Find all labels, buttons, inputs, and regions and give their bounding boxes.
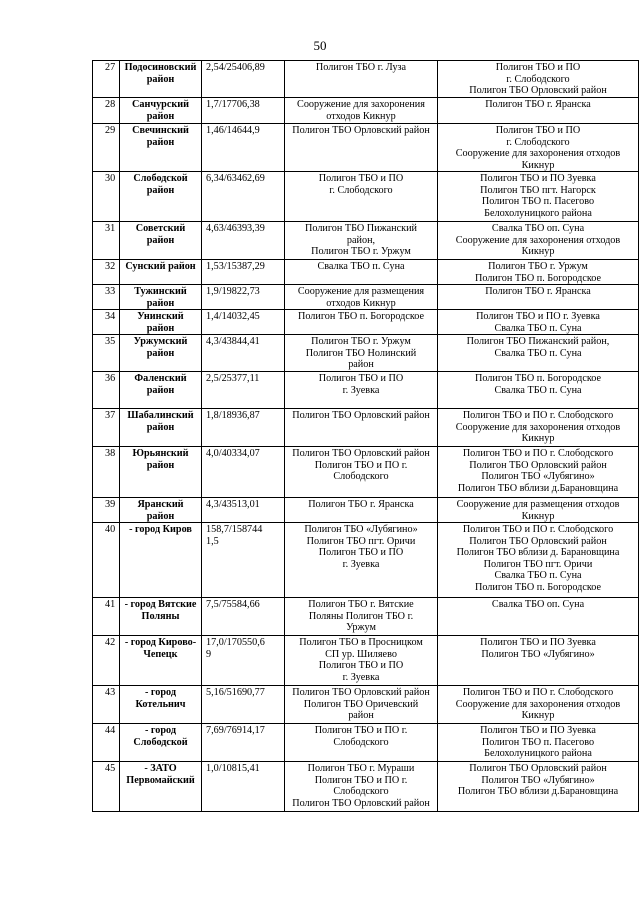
alternative-landfill-cell: Полигон ТБО и ПО г. Слободского Сооружение для захоронения отходов Кикнур [438, 686, 639, 724]
alternative-landfill-cell: Полигон ТБО и ПО г. Слободского Полигон ТБО Орловский район [438, 61, 639, 98]
district-cell: Тужинский район [120, 285, 202, 310]
district-cell: Уржумский район [120, 335, 202, 372]
district-cell: Подосиновский район [120, 61, 202, 98]
row-number-cell: 32 [93, 260, 120, 285]
district-cell: - город Киров [120, 523, 202, 598]
current-landfill-cell: Сооружение для захоронения отходов Кикнур [285, 98, 438, 124]
alternative-landfill-cell: Полигон ТБО и ПО г. Слободского Сооружение для захоронения отходов Кикнур [438, 409, 639, 447]
row-number-cell: 28 [93, 98, 120, 124]
waste-volume-cell: 158,7/158744 1,5 [202, 523, 285, 598]
district-cell: - город Котельнич [120, 686, 202, 724]
current-landfill-cell: Свалка ТБО п. Суна [285, 260, 438, 285]
waste-volume-cell: 1,8/18936,87 [202, 409, 285, 447]
waste-volume-cell: 1,4/14032,45 [202, 310, 285, 335]
waste-volume-cell: 4,63/46393,39 [202, 222, 285, 260]
district-cell: Советский район [120, 222, 202, 260]
waste-volume-cell: 6,34/63462,69 [202, 172, 285, 222]
district-cell: Яранский район [120, 498, 202, 523]
current-landfill-cell: Полигон ТБО Орловский район [285, 124, 438, 172]
alternative-landfill-cell: Полигон ТБО г. Яранска [438, 98, 639, 124]
waste-volume-cell: 1,46/14644,9 [202, 124, 285, 172]
alternative-landfill-cell: Полигон ТБО Орловский район Полигон ТБО «Лубягино» Полигон ТБО вблизи д.Барановщина [438, 762, 639, 812]
row-number-cell: 44 [93, 724, 120, 762]
district-cell: Юрьянский район [120, 447, 202, 498]
table-row [93, 172, 639, 222]
table-row [93, 285, 639, 310]
district-cell: Слободской район [120, 172, 202, 222]
table-row [93, 636, 639, 686]
current-landfill-cell: Полигон ТБО в Просницком СП ур. Шиляево Полигон ТБО и ПО г. Зуевка [285, 636, 438, 686]
district-cell: Унинский район [120, 310, 202, 335]
current-landfill-cell: Полигон ТБО г. Луза [285, 61, 438, 98]
table-row [93, 598, 639, 636]
district-cell: Санчурский район [120, 98, 202, 124]
row-number-cell: 36 [93, 372, 120, 409]
row-number-cell: 40 [93, 523, 120, 598]
district-cell: - ЗАТО Первомайский [120, 762, 202, 812]
table-row [93, 523, 639, 598]
row-number-cell: 41 [93, 598, 120, 636]
district-cell: Свечинский район [120, 124, 202, 172]
alternative-landfill-cell: Полигон ТБО и ПО г. Слободского Полигон ТБО Орловский район Полигон ТБО вблизи д. Барановщина Полигон ТБО пгт. Оричи Свалка ТБО п. Суна Полигон ТБО п. Богородское [438, 523, 639, 598]
current-landfill-cell: Полигон ТБО и ПО г. Слободского [285, 172, 438, 222]
waste-volume-cell: 5,16/51690,77 [202, 686, 285, 724]
row-number-cell: 35 [93, 335, 120, 372]
table-row [93, 409, 639, 447]
waste-volume-cell: 7,5/75584,66 [202, 598, 285, 636]
current-landfill-cell: Полигон ТБО г. Яранска [285, 498, 438, 523]
district-cell: - город Кирово- Чепецк [120, 636, 202, 686]
alternative-landfill-cell: Свалка ТБО оп. Суна [438, 598, 639, 636]
row-number-cell: 27 [93, 61, 120, 98]
alternative-landfill-cell: Полигон ТБО г. Яранска [438, 285, 639, 310]
waste-volume-cell: 1,9/19822,73 [202, 285, 285, 310]
table-row [93, 124, 639, 172]
table-row [93, 762, 639, 812]
current-landfill-cell: Полигон ТБО г. Уржум Полигон ТБО Нолинский район [285, 335, 438, 372]
page-number: 50 [313, 38, 327, 53]
district-cell: Фаленский район [120, 372, 202, 409]
current-landfill-cell: Полигон ТБО Орловский район Полигон ТБО и ПО г. Слободского [285, 447, 438, 498]
alternative-landfill-cell: Полигон ТБО и ПО г. Слободского Сооружение для захоронения отходов Кикнур [438, 124, 639, 172]
current-landfill-cell: Полигон ТБО «Лубягино» Полигон ТБО пгт. Оричи Полигон ТБО и ПО г. Зуевка [285, 523, 438, 598]
district-cell: Сунский район [120, 260, 202, 285]
waste-volume-cell: 1,0/10815,41 [202, 762, 285, 812]
waste-volume-cell: 2,5/25377,11 [202, 372, 285, 409]
table-row [93, 310, 639, 335]
row-number-cell: 33 [93, 285, 120, 310]
current-landfill-cell: Полигон ТБО Орловский район Полигон ТБО Оричевский район [285, 686, 438, 724]
current-landfill-cell: Сооружение для размещения отходов Кикнур [285, 285, 438, 310]
landfill-table [92, 60, 639, 812]
district-cell: - город Слободской [120, 724, 202, 762]
current-landfill-cell: Полигон ТБО п. Богородское [285, 310, 438, 335]
waste-volume-cell: 7,69/76914,17 [202, 724, 285, 762]
row-number-cell: 39 [93, 498, 120, 523]
table-row [93, 724, 639, 762]
waste-volume-cell: 17,0/170550,6 9 [202, 636, 285, 686]
current-landfill-cell: Полигон ТБО и ПО г. Слободского [285, 724, 438, 762]
current-landfill-cell: Полигон ТБО г. Вятские Поляны Полигон ТБО г. Уржум [285, 598, 438, 636]
row-number-cell: 45 [93, 762, 120, 812]
waste-volume-cell: 4,0/40334,07 [202, 447, 285, 498]
row-number-cell: 38 [93, 447, 120, 498]
waste-volume-cell: 4,3/43844,41 [202, 335, 285, 372]
table-row [93, 98, 639, 124]
table-row [93, 498, 639, 523]
row-number-cell: 43 [93, 686, 120, 724]
alternative-landfill-cell: Полигон ТБО и ПО г. Зуевка Свалка ТБО п. Суна [438, 310, 639, 335]
alternative-landfill-cell: Полигон ТБО г. Уржум Полигон ТБО п. Богородское [438, 260, 639, 285]
current-landfill-cell: Полигон ТБО г. Мураши Полигон ТБО и ПО г. Слободского Полигон ТБО Орловский район [285, 762, 438, 812]
alternative-landfill-cell: Полигон ТБО и ПО Зуевка Полигон ТБО «Лубягино» [438, 636, 639, 686]
table-row [93, 372, 639, 409]
alternative-landfill-cell: Полигон ТБО и ПО Зуевка Полигон ТБО п. Пасегово Белохолуницкого района [438, 724, 639, 762]
current-landfill-cell: Полигон ТБО и ПО г. Зуевка [285, 372, 438, 409]
waste-volume-cell: 1,53/15387,29 [202, 260, 285, 285]
row-number-cell: 31 [93, 222, 120, 260]
table-row [93, 260, 639, 285]
row-number-cell: 29 [93, 124, 120, 172]
row-number-cell: 37 [93, 409, 120, 447]
waste-volume-cell: 1,7/17706,38 [202, 98, 285, 124]
current-landfill-cell: Полигон ТБО Орловский район [285, 409, 438, 447]
row-number-cell: 30 [93, 172, 120, 222]
table-row [93, 61, 639, 98]
alternative-landfill-cell: Сооружение для размещения отходов Кикнур [438, 498, 639, 523]
alternative-landfill-cell: Полигон ТБО и ПО г. Слободского Полигон ТБО Орловский район Полигон ТБО «Лубягино» Полигон ТБО вблизи д.Барановщина [438, 447, 639, 498]
alternative-landfill-cell: Полигон ТБО и ПО Зуевка Полигон ТБО пгт. Нагорск Полигон ТБО п. Пасегово Белохолуницкого района [438, 172, 639, 222]
row-number-cell: 42 [93, 636, 120, 686]
table-row [93, 222, 639, 260]
current-landfill-cell: Полигон ТБО Пижанский район, Полигон ТБО г. Уржум [285, 222, 438, 260]
table-row [93, 447, 639, 498]
table-row [93, 686, 639, 724]
district-cell: Шабалинский район [120, 409, 202, 447]
alternative-landfill-cell: Свалка ТБО оп. Суна Сооружение для захоронения отходов Кикнур [438, 222, 639, 260]
waste-volume-cell: 4,3/43513,01 [202, 498, 285, 523]
district-cell: - город Вятские Поляны [120, 598, 202, 636]
alternative-landfill-cell: Полигон ТБО п. Богородское Свалка ТБО п. Суна [438, 372, 639, 409]
table-row [93, 335, 639, 372]
alternative-landfill-cell: Полигон ТБО Пижанский район, Свалка ТБО п. Суна [438, 335, 639, 372]
row-number-cell: 34 [93, 310, 120, 335]
waste-volume-cell: 2,54/25406,89 [202, 61, 285, 98]
